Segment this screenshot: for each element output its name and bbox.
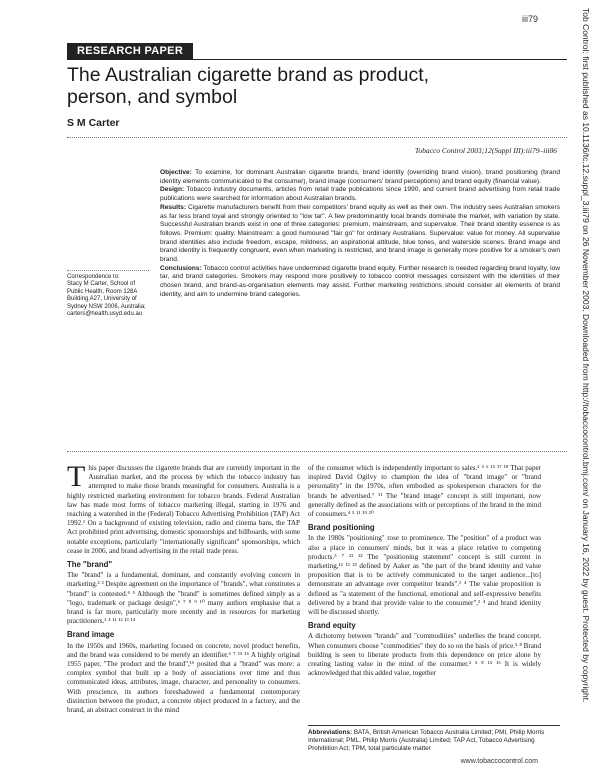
page-number: iii79 — [521, 14, 538, 24]
correspondence-label: Correspondence to: — [67, 274, 120, 280]
brand-paragraph: The "brand" is a fundamental, dominant, and constantly evolving concern in marketing.² ³ Despite agreement on the importance of "brands", what constitutes a "brand" is contested.⁴ ⁵ Although the "brand" is sometimes defined simply as a "logo, trademark or package design",⁶ ⁷ ⁸ ⁹ ¹⁰ many authors emphasise that a brand is far more, particularly more recently and in resources for marketing practitioners.² ⁴ ¹¹ ¹² ¹³ ¹⁴ — [67, 571, 300, 626]
intro-paragraph — [67, 460, 300, 556]
brand-image-continued: of the consumer which is independently important to sales.² ⁵ ⁶ ¹⁵ ¹⁷ ¹⁸ That paper inspired David Ogilvy to champion the idea of "brand image" or "brand personality" in the 1970s, often embodied as spokesperson characters for the brands he advertised.⁷ ¹¹ The "brand image" concept is still important, now generally defined as the associations with or perceptions of the brand in the mind of consumers.⁴ ⁵ ¹¹ ¹⁹ ²⁰ — [308, 464, 541, 519]
correspondence-address: Stacy M Carter, School of Public Health, Room 128A Building A27, University of Sydney NSW 2006, Australia; carters@health.usyd.edu.au — [67, 281, 146, 318]
abbreviations-text: BATA, British American Tobacco Australia Limited; PMI, Philip Morris International; PML, Philip Morris (Australia) Limited; TAP Act, Tobacco Advertising Prohibition Act; TPM, total particulate matter — [308, 729, 545, 752]
abstract-design: Tobacco industry documents, articles from retail trade publications since 1990, and current brand advertising from retail trade publications were searched for information about Australian brands. — [160, 186, 560, 203]
body-rule — [67, 451, 567, 452]
author-name: S M Carter — [67, 117, 120, 129]
heading-brand-equity: Brand equity — [308, 621, 356, 631]
download-side-note — [574, 0, 600, 779]
heading-brand: The "brand" — [67, 560, 113, 570]
journal-url[interactable]: www.tobaccocontrol.com — [460, 758, 538, 765]
intro-text: his paper discusses the cigarette brands that are currently important in the Australian market, and the process by which the tobacco industry has attempted to make those brands meaningful for consumers. Australia is a highly restricted marketing environment for tobacco brands. Federal Australian law has made most forms of tobacco marketing illegal, starting in 1976 and reaching a watershed in the (Federal) Tobacco Advertising Prohibition (TAP) Act 1992.¹ On a background of existing television, radio and cinema bans, the TAP Act prohibited print advertising, domestic sponsorships and billboards, with some notable exceptions, particularly "internationally significant" sponsorships, which cease in 2006, and brand advertising in the retail trade press. — [67, 464, 300, 555]
heading-brand-image: Brand image — [67, 630, 115, 640]
journal-citation: Tobacco Control 2003;12(Suppl III):iii79–iii86 — [414, 146, 557, 155]
side-note-text: Tob Control: first published as 10.1136/tc.12.suppl_3.iii79 on 26 November 2003. Downloaded from http://tobaccocontrol.bmj.com/ on January 16, 2022 by guest. Protected by copyright. — [581, 8, 591, 703]
body-column-left — [67, 460, 300, 717]
abstract — [160, 169, 560, 300]
article-title: The Australian cigarette brand as product, person, and symbol — [67, 64, 430, 108]
section-banner: RESEARCH PAPER — [67, 43, 193, 59]
abstract-objective-label: Objective: — [160, 169, 192, 176]
abstract-results-label: Results: — [160, 203, 187, 211]
abbreviations-label: Abbreviations: — [308, 729, 353, 736]
banner-rule — [67, 59, 567, 60]
author-rule — [67, 137, 567, 138]
body-column-right — [308, 464, 541, 680]
brand-equity-paragraph: A dichotomy between "brands" and "commodities" underlies the brand concept. When consumers choose "commodities" they do so on the basis of price.⁵ ⁸ Brand building is seen to liberate products from this dependence on price alone by creating lasting value in the mind of the consumer.² ⁵ ⁸ ¹⁵ ¹⁶ It is widely acknowledged that this added value, together — [308, 632, 541, 678]
abstract-results: Cigarette manufacturers benefit from their competitors' brand equity as well as their own. The industry sees Australian smokers as far less brand loyal and strongly oriented to "low tar". A few predominantly local brands dominate the market, with variation by state. Successful Australian brands exist in one of three categories: premium, mainstream, and supervalue. Their brand identity essence is as follows. Premium: quality. Mainstream: a good humoured "fair go" for ordinary Australians. Supervalue: value for money. All supervalue brand identities also include freedom, escape, mildness, an aspirational attitude, blue tones, and waterside scenes. Brand image and brand identity is frequently congruent, even when marketing is restricted, and brand image is generally more positive for a smoker's own brand. — [160, 203, 560, 264]
heading-brand-positioning: Brand positioning — [308, 523, 375, 533]
brand-image-paragraph: In the 1950s and 1960s, marketing focused on concrete, novel product benefits, and the brand was considered to be merely an identifier.⁶ ⁷ ¹⁵ ¹⁶ A highly original 1955 paper, "The product and the brand",¹⁶ posited that a "brand" was more: a complex symbol that built up a body of associations over time and thus communicated ideas, attributes, image, character, and personality to consumers. With prescience, its authors foreshadowed a fundamental contemporary distinction between the product, a concrete object produced in a factory, and the brand, an abstract construct in the mind — [67, 641, 300, 715]
abstract-design-label: Design: — [160, 186, 185, 194]
abbreviations-box — [308, 725, 560, 753]
abstract-conclusions: Tobacco control activities have undermined cigarette brand equity. Further research is needed regarding brand loyalty, low tar, and brand categories. Smokers may respond more positively to tobacco control messages consistent with the identities of their chosen brand, and brand-as-organisation elements may assist. Further marketing restrictions should consider all elements of brand identity, and aim to undermine brand categories. — [160, 264, 560, 298]
abstract-objective: To examine, for dominant Australian cigarette brands, brand identity (overriding brand vision), brand positioning (brand identity elements communicated to the consumer), brand image (consumers' brand perceptions) and brand equity (financial value). — [160, 169, 560, 185]
abstract-conclusions-label: Conclusions: — [160, 264, 202, 272]
drop-cap: T — [67, 460, 86, 493]
correspondence-note — [67, 270, 149, 318]
brand-positioning-paragraph: In the 1980s "positioning" rose to prominence. The "position" of a product was also a place in consumers' minds, but it was a place relative to competing products.⁵ ⁷ ²¹ ²² The "positioning statement" concept is still current in marketing,¹² ¹³ ²³ defined by Aaker as "the part of the brand identity and value proposition that is to be actively communicated to the target audience...[to] demonstrate an advantage over competitor brands".¹ ⁴ The value proposition is defined as "a statement of the functional, emotional and self-expressive benefits delivered by a brand that provide value to the consumer",² ⁴ and brand identity will be discussed shortly. — [308, 534, 541, 617]
